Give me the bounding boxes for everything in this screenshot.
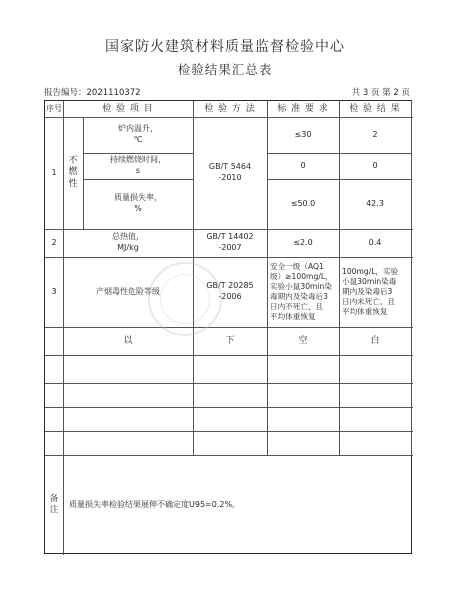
row-divider bbox=[45, 407, 413, 408]
row1-result-mass-loss: 42.3 bbox=[366, 198, 384, 208]
row2-result: 0.4 bbox=[368, 237, 382, 247]
remarks-label: 备 注 bbox=[49, 493, 59, 515]
row1-item-temp: 炉内温升， ℃ bbox=[118, 124, 158, 144]
row1-item-mass-loss: 质量损失率， % bbox=[114, 193, 162, 213]
blank-marker: 以 bbox=[123, 335, 133, 346]
row1-req-mass-loss: ≤50.0 bbox=[290, 198, 316, 208]
row1-method: GB/T 5464 -2010 bbox=[208, 162, 252, 182]
row2-method: GB/T 14402 -2007 bbox=[206, 232, 254, 252]
row3-no: 3 bbox=[51, 286, 57, 296]
category-char: 燃 bbox=[68, 167, 78, 178]
row2-item: 总热值， MJ/kg bbox=[112, 232, 144, 252]
blank-marker: 下 bbox=[225, 335, 235, 346]
document-title: 国家防火建筑材料质量监督检验中心 bbox=[105, 39, 345, 55]
header-item: 检 验 项 目 bbox=[102, 103, 154, 114]
category-char: 性 bbox=[68, 178, 78, 189]
watermark-seal-inner bbox=[160, 274, 210, 324]
blank-marker: 空 bbox=[298, 335, 308, 346]
row1-category bbox=[63, 117, 83, 229]
row3-result: 100mg/L，实验 小鼠30min染毒 期内及染毒后3 日内未死亡，且 平均体重恢复 bbox=[342, 267, 399, 316]
row-divider bbox=[45, 383, 413, 384]
category-char: 不 bbox=[68, 156, 78, 167]
page-info: 共 3 页 第 2 页 bbox=[351, 88, 410, 98]
col-divider bbox=[411, 101, 412, 455]
row3-item: 产烟毒性危险等级 bbox=[96, 286, 160, 296]
row-divider bbox=[45, 431, 413, 432]
watermark-seal bbox=[148, 262, 222, 336]
row-divider bbox=[45, 355, 413, 356]
results-table bbox=[44, 100, 412, 554]
row3-requirement: 安全一级（AQ1 级）≥100mg/L， 实验小鼠30min染 毒期内及染毒后3 日内不死亡，且 平均体重恢复 bbox=[270, 262, 333, 321]
row1-req-temp: ≤30 bbox=[294, 129, 312, 139]
header-result: 检 验 结 果 bbox=[349, 103, 401, 114]
report-meta bbox=[44, 86, 410, 98]
header-no: 序号 bbox=[46, 103, 62, 113]
row1-no: 1 bbox=[51, 167, 57, 177]
row1-result-duration: 0 bbox=[372, 160, 378, 170]
header-requirement: 标 准 要 求 bbox=[277, 103, 329, 114]
row1-item-duration: 持续燃烧时间， s bbox=[110, 155, 166, 175]
report-number: 报告编号：2021110372 bbox=[44, 88, 141, 98]
blank-marker: 白 bbox=[370, 335, 380, 346]
remarks-text: 质量损失率检验结果展伸不确定度U95=0.2%。 bbox=[69, 499, 241, 509]
header-method: 检 验 方 法 bbox=[204, 103, 256, 114]
header-conclusion-anchor bbox=[411, 101, 413, 117]
document-subtitle: 检验结果汇总表 bbox=[177, 62, 273, 77]
row2-requirement: ≤2.0 bbox=[293, 237, 313, 247]
row3-method: GB/T 20285 -2006 bbox=[206, 281, 254, 301]
row1-result-temp: 2 bbox=[372, 129, 378, 139]
row1-req-duration: 0 bbox=[300, 160, 306, 170]
row2-no: 2 bbox=[51, 237, 57, 247]
